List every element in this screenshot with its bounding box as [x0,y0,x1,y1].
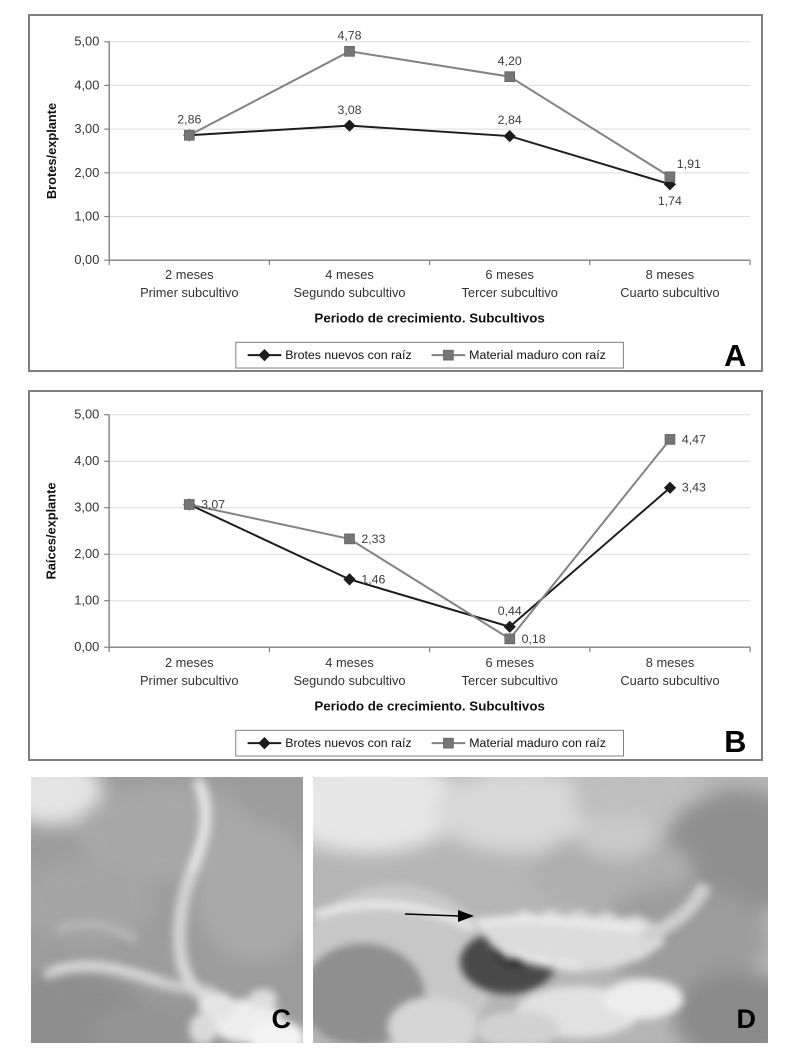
data-label: 3,07 [201,497,226,512]
square-marker [345,534,355,544]
square-marker [665,172,675,182]
x-tick-label-subculture: Cuarto subcultivo [620,284,720,300]
square-marker [345,46,355,56]
x-tick-label-subculture: Primer subcultivo [139,672,239,688]
x-tick-label-months: 8 meses [645,267,695,283]
x-tick-label-subculture: Tercer subcultivo [461,672,558,688]
data-label: 4,47 [681,432,706,447]
x-tick-label-months: 6 meses [485,655,535,671]
photo-c-image [31,777,303,1043]
legend-square-marker [443,350,453,360]
y-tick-label: 2,00 [74,164,100,180]
data-label: 4,78 [337,28,362,43]
photo-c-letter: C [271,1004,291,1034]
panel-letter: B [724,725,747,759]
legend-label-1: Brotes nuevos con raíz [285,736,412,751]
data-label: 3,08 [337,102,362,117]
y-tick-label: 5,00 [74,33,100,49]
square-marker [184,130,194,140]
photo-d-image [313,777,768,1043]
x-tick-label-months: 8 meses [645,655,695,671]
series-line [189,126,670,185]
y-tick-label: 4,00 [74,77,100,93]
data-label: 1,91 [676,156,701,171]
x-tick-label-months: 2 meses [165,267,214,283]
x-tick-label-subculture: Tercer subcultivo [461,284,558,300]
data-label: 2,33 [361,531,386,546]
square-marker [665,434,675,444]
line-chart-brotes [30,16,761,370]
data-label: 4,20 [497,53,522,68]
series-brotes-nuevos [184,103,682,208]
square-marker [505,634,515,644]
x-tick-label-subculture: Cuarto subcultivo [620,672,720,688]
chart-panel-a [28,14,763,372]
x-tick-label-months: 4 meses [325,655,374,671]
series-line [189,51,670,176]
x-tick-label-months: 6 meses [485,267,534,283]
square-marker [184,500,194,510]
series-brotes-nuevos [184,481,706,632]
x-tick-label-months: 4 meses [325,267,374,283]
y-tick-label: 1,00 [74,208,100,224]
data-label: 1,46 [361,572,386,587]
y-tick-label: 1,00 [74,592,100,608]
square-marker [505,72,515,82]
data-label: 3,43 [681,480,706,495]
photo-panel-c [31,777,303,1043]
legend [236,730,624,756]
photo-panel-d [313,777,768,1043]
data-label: 1,74 [657,193,682,208]
y-tick-label: 2,00 [74,546,100,562]
series-material-maduro [177,28,701,181]
x-tick-label-subculture: Primer subcultivo [140,284,239,300]
legend-label-2: Material maduro con raíz [469,736,606,751]
line-chart-raices [30,392,761,759]
legend-square-marker [443,738,453,748]
y-tick-label: 4,00 [74,453,100,469]
chart-panel-b [28,390,763,761]
y-axis-title: Brotes/explante [43,102,59,200]
y-tick-label: 0,00 [74,252,100,268]
data-label: 0,18 [521,631,546,646]
y-tick-label: 3,00 [74,499,100,515]
x-tick-label-subculture: Segundo subcultivo [293,672,406,688]
diamond-marker [504,131,515,142]
legend-label-1: Brotes nuevos con raíz [285,348,412,363]
series-line [189,488,670,627]
y-tick-label: 3,00 [74,121,100,137]
diamond-marker [344,574,355,585]
data-label: 2,84 [497,113,522,128]
legend-label-2: Material maduro con raíz [469,348,606,363]
x-tick-label-subculture: Segundo subcultivo [293,284,406,300]
y-axis-title: Raíces/explante [43,482,59,580]
y-tick-label: 5,00 [74,406,100,422]
photo-d-letter: D [736,1004,756,1034]
x-axis-title: Periodo de crecimiento. Subcultivos [314,698,545,714]
data-label: 2,86 [177,112,202,127]
y-tick-label: 0,00 [74,639,100,655]
x-axis-title: Periodo de crecimiento. Subcultivos [314,310,545,326]
legend [236,342,624,368]
x-tick-label-months: 2 meses [164,655,214,671]
data-label: 0,44 [497,603,522,618]
panel-letter: A [724,339,747,370]
